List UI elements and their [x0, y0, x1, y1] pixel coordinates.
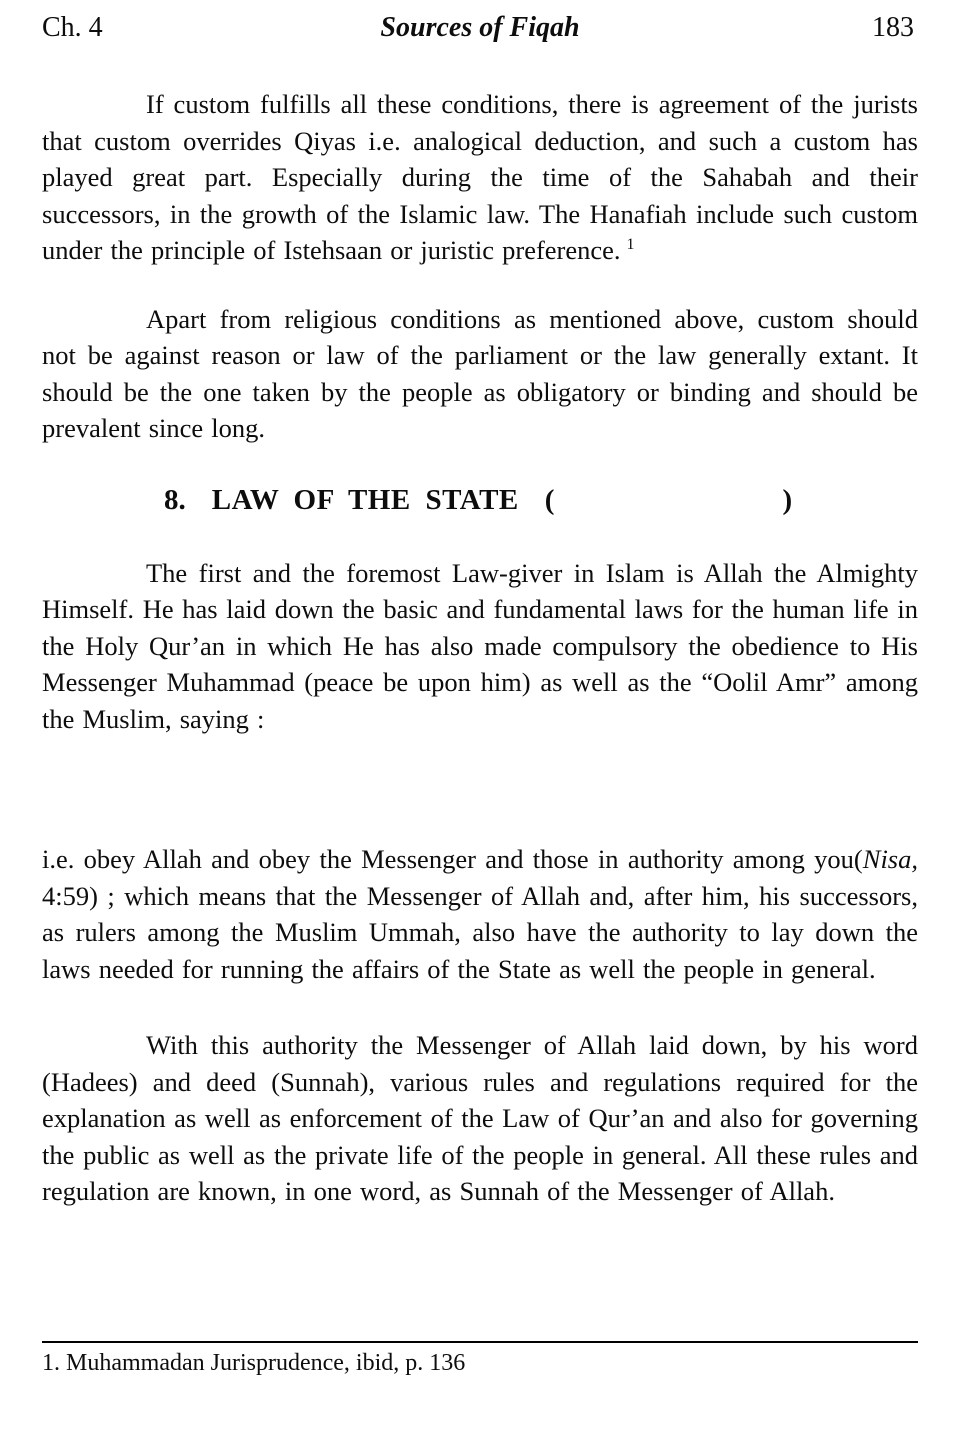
footnote-divider [42, 1341, 918, 1343]
paren-close: ) [782, 483, 793, 516]
paragraph-custom-conditions [42, 86, 918, 269]
section-heading [164, 481, 918, 519]
paragraph-religious-conditions: Apart from religious conditions as mentioned above, custom should not be against reason or law of the parliament or the law generally extant. It should be the one taken by the people as obligatory or binding and should be prevalent since long. [42, 303, 918, 443]
section-number: 8. [164, 483, 186, 516]
paren-open: ( [544, 483, 555, 516]
paragraph-text-part1: i.e. obey Allah and obey the Messenger and those in authority among you( [42, 844, 863, 874]
footnote-area [42, 1341, 918, 1378]
arabic-text-gap [554, 508, 782, 509]
footnote-reference: 1 [626, 236, 635, 254]
paragraph-obey-authority [42, 841, 918, 987]
page-number: 183 [872, 12, 914, 43]
paragraph-sunnah: With this authority the Messenger of Allah laid down, by his word (Hadees) and deed (Sunnah), various rules and regulations required for the explanation as well as enforcement of the Law of Qur’an and also for governing the public as well as the private life of the people in general. All these rules and regulation are known, in one word, as Sunnah of the Messenger of Allah. [42, 1030, 918, 1206]
chapter-label: Ch. 4 [42, 12, 103, 43]
citation-nisa: Nisa, [862, 844, 918, 874]
page-header [42, 10, 918, 52]
section-title: LAW OF THE STATE [211, 483, 519, 516]
paragraph-lawgiver: The first and the foremost Law-giver in Islam is Allah the Almighty Himself. He has laid down the basic and fundamental laws for the human life in the Holy Qur’an in which He has also made compulsory the obedience to His Messenger Muhammad (peace be upon him) as well as the “Oolil Amr” among the Muslim, saying : [42, 557, 918, 734]
paragraph-text-part2: 4:59) ; which means that the Messenger of Allah and, after him, his successors, as rulers among the Muslim Ummah, also have the authority to lay down the laws needed for running the affairs of the State as well the people in general. [42, 880, 918, 984]
paragraph-text: If custom fulfills all these conditions, there is agreement of the jurists that custom overrides Qiyas i.e. analogical deduction, and such a custom has played great part. Especially during the time of the Sahabah and their successors, in the growth of the Islamic law. The Hanafiah include such custom under the principle of Istehsaan or juristic preference. [42, 89, 918, 265]
book-title: Sources of Fiqah [380, 12, 580, 43]
footnote-text: 1. Muhammadan Jurisprudence, ibid, p. 136 [42, 1350, 466, 1376]
